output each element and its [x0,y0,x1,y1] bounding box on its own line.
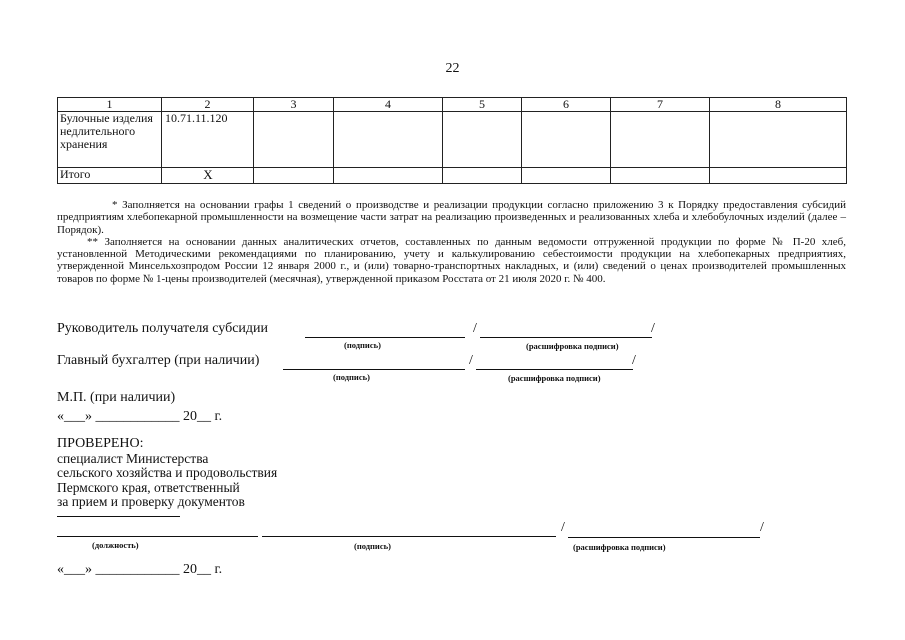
page-number: 22 [445,61,460,76]
caption-position: (должность) [92,540,139,550]
products-table [57,97,847,184]
column-header: 7 [611,98,710,112]
accountant-signature-line[interactable] [283,369,465,370]
footnote-2: ** Заполняется на основании данных аналитических отчетов, составленных по данным ведомости отгруженной продукции по форме № П-20 хлеб, установленной Методическими рекомендациями по планированию, учету и калькулированию себестоимости продукции на хлебопекарных предприятиях, утвержденной Минсельхозпродом России 12 января 2000 г., и (или) товарно-транспортных накладных, и (или) сведений о ценах производителей промышленных товаров по форме № 1-цены производителей (месячная), утвержденной приказом Росстата от 21 июля 2020 г. № 400. [57,235,846,285]
caption-signature: (подпись) [333,372,370,382]
column-header: 4 [334,98,443,112]
table-header-row [58,98,847,112]
date-field[interactable]: «___» ____________ 20__ г. [57,562,223,577]
caption-signature: (подпись) [354,541,391,551]
column-header: 2 [162,98,254,112]
caption-decoding: (расшифровка подписи) [508,373,601,383]
table-cell [611,168,710,184]
table-cell [522,168,611,184]
footnotes [57,199,846,285]
slash-separator: / [632,353,636,368]
short-line [57,516,180,517]
table-cell [443,168,522,184]
verification-block [57,437,277,510]
column-header: 6 [522,98,611,112]
head-signature-line[interactable] [305,337,465,338]
verifier-signature-line[interactable] [262,536,556,537]
slash-separator: / [561,520,565,535]
slash-separator: / [473,321,477,336]
column-header: 1 [58,98,162,112]
table-cell [334,112,443,168]
column-header: 5 [443,98,522,112]
table-row [58,112,847,168]
table-cell [334,168,443,184]
date-field[interactable]: «___» ____________ 20__ г. [57,409,223,424]
verification-line: специалист Министерства [57,450,209,466]
total-code-cell: Х [162,168,254,184]
table-cell [522,112,611,168]
footnote-1: * Заполняется на основании графы 1 сведений о производстве и реализации продукции согласно приложению 3 к Порядку предоставления субсидий предприятиям хлебопекарной промышленности на возмещение части затрат на реализацию произведенных и реализованных хлеба и хлебобулочных изделий (далее – Порядок). [57,199,846,236]
table-cell [710,168,847,184]
product-name-cell: Булочные изделия недлительного хранения [58,112,162,168]
head-label: Руководитель получателя субсидии [57,321,269,336]
total-row [58,168,847,184]
slash-separator: / [651,321,655,336]
verified-heading: ПРОВЕРЕНО: [57,436,144,451]
verification-line: Пермского края, ответственный [57,479,240,495]
table-cell [443,112,522,168]
accountant-decoding-line[interactable] [476,369,633,370]
slash-separator: / [469,353,473,368]
position-line[interactable] [57,536,258,537]
total-label-cell: Итого [58,168,162,184]
verification-line: за прием и проверку документов [57,494,245,509]
stamp-label: М.П. (при наличии) [57,390,176,405]
table-cell [254,112,334,168]
product-code-cell: 10.71.11.120 [162,112,254,168]
verification-line: сельского хозяйства и продовольствия [57,465,278,480]
accountant-label: Главный бухгалтер (при наличии) [57,353,260,368]
column-header: 3 [254,98,334,112]
table-cell [254,168,334,184]
head-decoding-line[interactable] [480,337,652,338]
caption-decoding: (расшифровка подписи) [573,542,666,552]
table-cell [611,112,710,168]
caption-signature: (подпись) [344,340,381,350]
caption-decoding: (расшифровка подписи) [526,341,619,351]
column-header: 8 [710,98,847,112]
slash-separator: / [760,520,764,535]
table-cell [710,112,847,168]
verifier-decoding-line[interactable] [568,537,760,538]
